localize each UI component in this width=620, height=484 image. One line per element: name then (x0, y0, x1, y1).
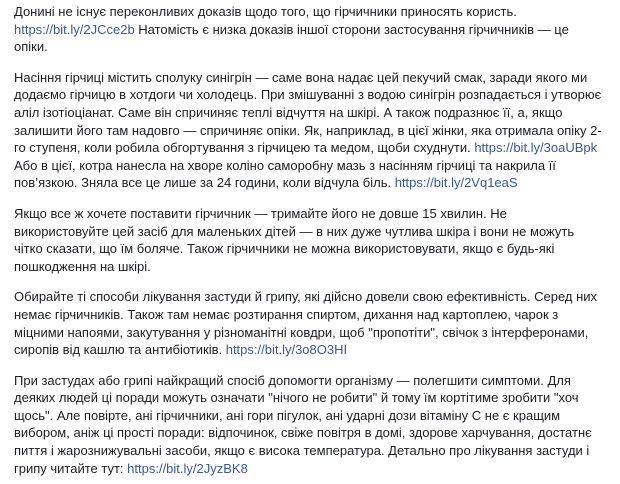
post-paragraph (14, 69, 602, 192)
paragraph-text: Якщо все ж хочете поставити гірчичник — тримайте його не довше 15 хвилин. Не використовуйте цей засіб для маленьких дітей — в них дуже чутлива шкіра і вони не можуть чітко сказати, що їм боляче. Також гірчичники не можна використовувати, якщо є будь-які пошкодження на шкірі. (14, 205, 575, 274)
post-paragraph (14, 288, 602, 358)
source-link[interactable]: https://bit.ly/3oaUBpk (474, 140, 598, 156)
paragraph-text: Або в цієї, котра нанесла на хворе коліно саморобну мазь з насінням гірчиці та накрила її пов’язкою. Зняла все це лише за 24 години, коли відчула біль. (14, 157, 556, 191)
source-link[interactable]: https://bit.ly/3o8O3HI (225, 342, 348, 358)
paragraph-text: Донині не існує переконливих доказів щодо того, що гірчичники приносять користь. (14, 4, 517, 19)
post-paragraph (14, 372, 602, 478)
post-paragraph (14, 205, 602, 275)
paragraph-text: Натомість є низка доказів іншої сторони застосування гірчичників — це опіки. (14, 21, 569, 55)
source-link[interactable]: https://bit.ly/2Vq1eaS (394, 175, 518, 191)
paragraph-text: При застудах або грипі найкращий спосіб допомогти організму — полегшити симптоми. Для деяких людей ці поради можуть означати "нічого не робити" й тому їм кортітиме зробити "хоч щось". Але повірте, ані гірчичники, ані гори пігулок, ані ударні дози вітаміну С не є кращим вибором, аніж ці прості поради: відпочинок, свіже повітря в домі, здорове харчування, достатнє пиття і жарознижувальні засоби, якщо є висока температура. Детально про лікування застуди і грипу читайте тут: (14, 372, 592, 476)
source-link[interactable]: https://bit.ly/2JyzBK8 (127, 460, 248, 476)
post-paragraph (14, 3, 602, 56)
source-link[interactable]: https://bit.ly/2JCce2b (14, 21, 135, 37)
paragraph-text: Обирайте ті способи лікування застуди й грипу, які дійсно довели свою ефективність. Серед них немає гірчичників. Також там немає розтирання спиртом, дихання над картоплею, чарок з міцними напоями, закутування у різноманітні ковдри, щоб "пропотіти", свічок з інтерферонами, сиропів від кашлю та антибіотиків. (14, 289, 598, 358)
paragraph-text: Насіння гірчиці містить сполуку синігрін — саме вона надає цей пекучий смак, заради якого ми додаємо гірчицю в хотдоги чи холодець. При змішуванні з водою синігрін розпадається і утворює аліл ізотіоціанат. Саме він спричиняє теплі відчуття на шкірі. А також подразнює її, а, якщо залишити його там надовго — спричиняє опіки. Як, наприклад, в цієї жінки, яка отримала опіку 2-го ступеня, коли робила обгортування з гірчицею та медом, щоби схуднути. (14, 69, 602, 156)
